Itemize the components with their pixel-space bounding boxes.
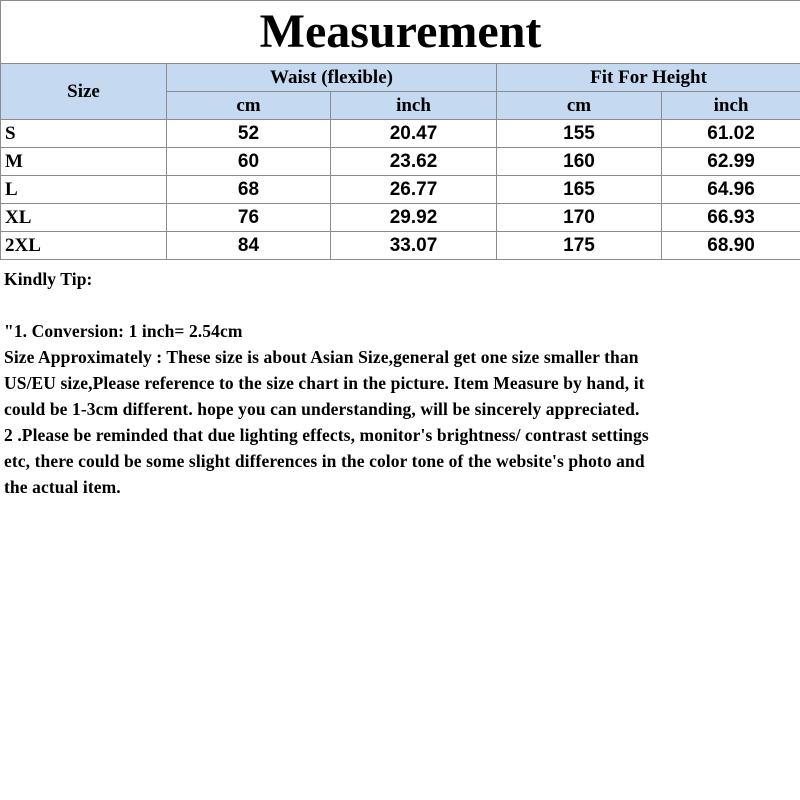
waist-inch-cell: 20.47 [331, 120, 497, 148]
table-row [1, 232, 800, 260]
waist-cm-cell: 68 [167, 176, 331, 204]
notes-heading: Kindly Tip: [4, 269, 93, 289]
table-row [1, 176, 800, 204]
waist-inch-header: inch [331, 92, 497, 120]
height-cm-cell: 175 [497, 232, 662, 260]
waist-cm-cell: 60 [167, 148, 331, 176]
size-cell: S [1, 120, 167, 148]
size-cell: L [1, 176, 167, 204]
size-cell: 2XL [1, 232, 167, 260]
height-inch-cell: 68.90 [662, 232, 800, 260]
waist-cm-cell: 52 [167, 120, 331, 148]
waist-inch-cell: 33.07 [331, 232, 497, 260]
page-title: Measurement [1, 1, 800, 64]
waist-inch-cell: 23.62 [331, 148, 497, 176]
table-row [1, 120, 800, 148]
note-line: US/EU size,Please reference to the size chart in the picture. Item Measure by hand, it [4, 373, 645, 393]
height-cm-cell: 170 [497, 204, 662, 232]
size-column-header: Size [1, 64, 167, 120]
waist-cm-cell: 84 [167, 232, 331, 260]
size-cell: M [1, 148, 167, 176]
note-line: 2 .Please be reminded that due lighting effects, monitor's brightness/ contrast settings [4, 425, 649, 445]
waist-cm-header: cm [167, 92, 331, 120]
height-inch-header: inch [662, 92, 800, 120]
waist-inch-cell: 26.77 [331, 176, 497, 204]
size-cell: XL [1, 204, 167, 232]
size-chart-table [0, 0, 800, 260]
waist-cm-cell: 76 [167, 204, 331, 232]
note-line: could be 1-3cm different. hope you can understanding, will be sincerely appreciated. [4, 399, 640, 419]
kindly-tip-notes [4, 266, 800, 500]
waist-inch-cell: 29.92 [331, 204, 497, 232]
height-inch-cell: 64.96 [662, 176, 800, 204]
height-group-header: Fit For Height [497, 64, 800, 92]
height-inch-cell: 66.93 [662, 204, 800, 232]
height-cm-cell: 160 [497, 148, 662, 176]
height-inch-cell: 61.02 [662, 120, 800, 148]
height-inch-cell: 62.99 [662, 148, 800, 176]
height-cm-cell: 165 [497, 176, 662, 204]
table-row [1, 204, 800, 232]
note-line: the actual item. [4, 477, 121, 497]
note-line: "1. Conversion: 1 inch= 2.54cm [4, 321, 243, 341]
table-row [1, 148, 800, 176]
note-line: Size Approximately : These size is about Asian Size,general get one size smaller than [4, 347, 639, 367]
note-line: etc, there could be some slight differences in the color tone of the website's photo and [4, 451, 645, 471]
waist-group-header: Waist (flexible) [167, 64, 497, 92]
height-cm-cell: 155 [497, 120, 662, 148]
height-cm-header: cm [497, 92, 662, 120]
